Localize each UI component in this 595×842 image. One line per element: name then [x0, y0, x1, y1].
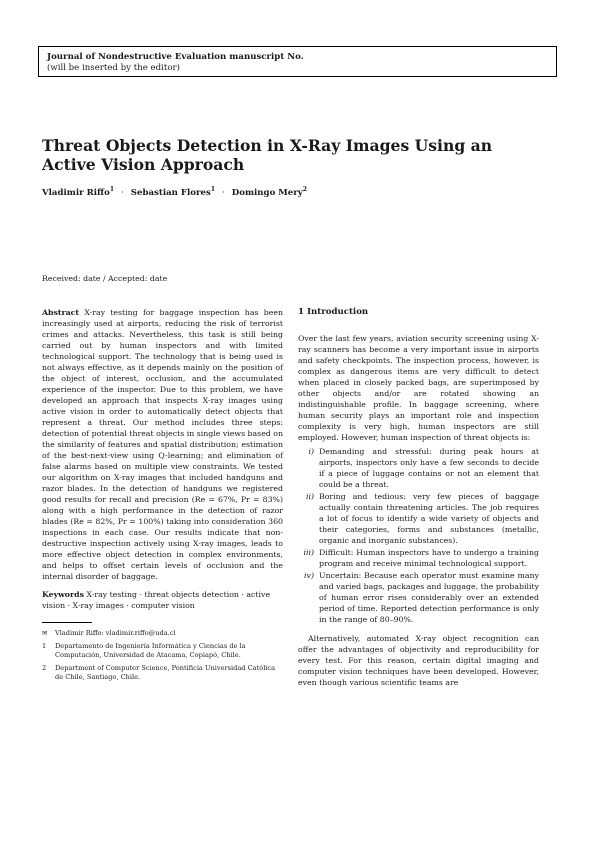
contact-text: Vladimir Riffo: vladimir.riffo@uda.cl — [55, 629, 176, 637]
author-separator: · — [121, 187, 124, 198]
right-column — [298, 307, 539, 688]
list-item-text: Demanding and stressful: during peak hours at airports, inspectors only have a few seconds to decide if a piece of luggage contains or not an element that could be a threat. — [319, 447, 539, 489]
list-item-number: i) — [308, 447, 314, 456]
list-item — [298, 446, 539, 490]
abstract-text: X-ray testing for baggage inspection has been increasingly used at airports, reducing the risk of terrorist crimes and attacks. Nevertheless, this task is still being carried out by human inspectors and with limited technological support. The technology that is being used is not always effective, as it depends mainly on the position of the object of interest, occlusion, and the accumulated experience of the inspector. Due to this problem, we have developed an approach that inspects X-ray images using active vision in order to automatically detect objects that represent a threat. Our method includes three steps: detection of potential threat objects in single views based on the similarity of features and spatial distribution; estimation of the best-next-view using Q-learning; and elimination of false alarms based on multiple view constraints. We tested our algorithm on X-ray images that included handguns and razor blades. In the detection of handguns we registered good results for recall and precision (Re = 67%, Pr = 83%) along with a high performance in the detection of razor blades (Re = 82%, Pr = 100%) taking into consideration 360 inspections in each case. Our results indicate that non-destructive inspection actively using X-ray images, leads to more effective object detection in complex environments, and helps to offset certain levels of occlusion and the internal disorder of baggage. — [42, 308, 284, 581]
left-column — [42, 307, 283, 686]
received-date: Received: date / Accepted: date — [42, 274, 168, 283]
author-affiliation-mark: 1 — [109, 186, 115, 193]
keywords-label: Keywords — [42, 590, 84, 599]
footnote-affiliation-2 — [42, 664, 283, 682]
affiliation-text: Departamento de Ingeniería Informática y Ciencias de la Computación, Universidad de Atacama, Copiapó, Chile. — [55, 642, 246, 659]
author-name: Domingo Mery — [231, 187, 303, 198]
threat-inspection-list — [298, 446, 539, 625]
affiliation-mark: 1 — [42, 642, 47, 650]
affiliation-text: Department of Computer Science, Pontificia Universidad Católica de Chile, Santiago, Chile. — [55, 664, 276, 681]
list-item — [298, 570, 539, 625]
list-item-number: iv) — [304, 571, 314, 580]
abstract-label: Abstract — [42, 308, 80, 317]
author-separator: · — [222, 187, 225, 198]
footnote-divider — [42, 622, 92, 623]
paper-title: Threat Objects Detection in X-Ray Images Using an Active Vision Approach — [42, 136, 493, 174]
list-item — [298, 491, 539, 546]
list-item-number: ii) — [305, 492, 314, 501]
list-item-number: iii) — [303, 548, 314, 557]
author-list — [42, 186, 542, 198]
author-name: Vladimir Riffo — [42, 187, 110, 198]
footnote-affiliation-1 — [42, 642, 283, 660]
intro-paragraph: Over the last few years, aviation security screening using X-ray scanners has become a very important issue in airports and safety checkpoints. The inspection process, however, is complex as dangerous items are very difficult to detect when placed in closely packed bags, are superimposed by other objects and/or are rotated showing an indistinguishable profile. In baggage screening, where human security plays an important role and inspection complexity is very high, human inspectors are still employed. However, human inspection of threat objects is: — [298, 334, 539, 442]
abstract — [42, 307, 283, 582]
keywords-text: X-ray testing · threat objects detection · active vision · X-ray images · computer vision — [42, 590, 271, 610]
list-item — [298, 547, 539, 569]
author-affiliation-mark: 2 — [302, 186, 307, 193]
journal-note: (will be inserted by the editor) — [47, 63, 180, 73]
author-affiliation-mark: 1 — [210, 186, 216, 193]
journal-name: Journal of Nondestructive Evaluation manuscript No. — [47, 52, 304, 62]
intro-paragraph: Alternatively, automated X-ray object recognition can offer the advantages of objectivity and reproducibility for every test. For this reason, certain digital imaging and computer vision techniques have been developed. However, even though various scientific teams are — [298, 634, 539, 687]
journal-header-box — [38, 46, 557, 77]
list-item-text: Boring and tedious: very few pieces of baggage actually contain threatening articles. The job requires a lot of focus to identify a wide variety of objects and their categories, forms and substances (metallic, organic and inorganic substances). — [319, 492, 539, 545]
section-heading-introduction: 1 Introduction — [298, 307, 369, 317]
list-item-text: Difficult: Human inspectors have to undergo a training program and receive minimal technological support. — [319, 548, 539, 568]
author-name: Sebastian Flores — [130, 187, 211, 198]
envelope-icon: ✉ — [42, 629, 48, 637]
footnote-contact — [42, 629, 283, 638]
keywords — [42, 589, 283, 611]
affiliation-mark: 2 — [42, 664, 47, 672]
list-item-text: Uncertain: Because each operator must examine many and varied bags, packages and luggage, the probability of human error rises considerably over an extended period of time. Reported detection performance is only in the range of 80–90%. — [319, 571, 539, 624]
